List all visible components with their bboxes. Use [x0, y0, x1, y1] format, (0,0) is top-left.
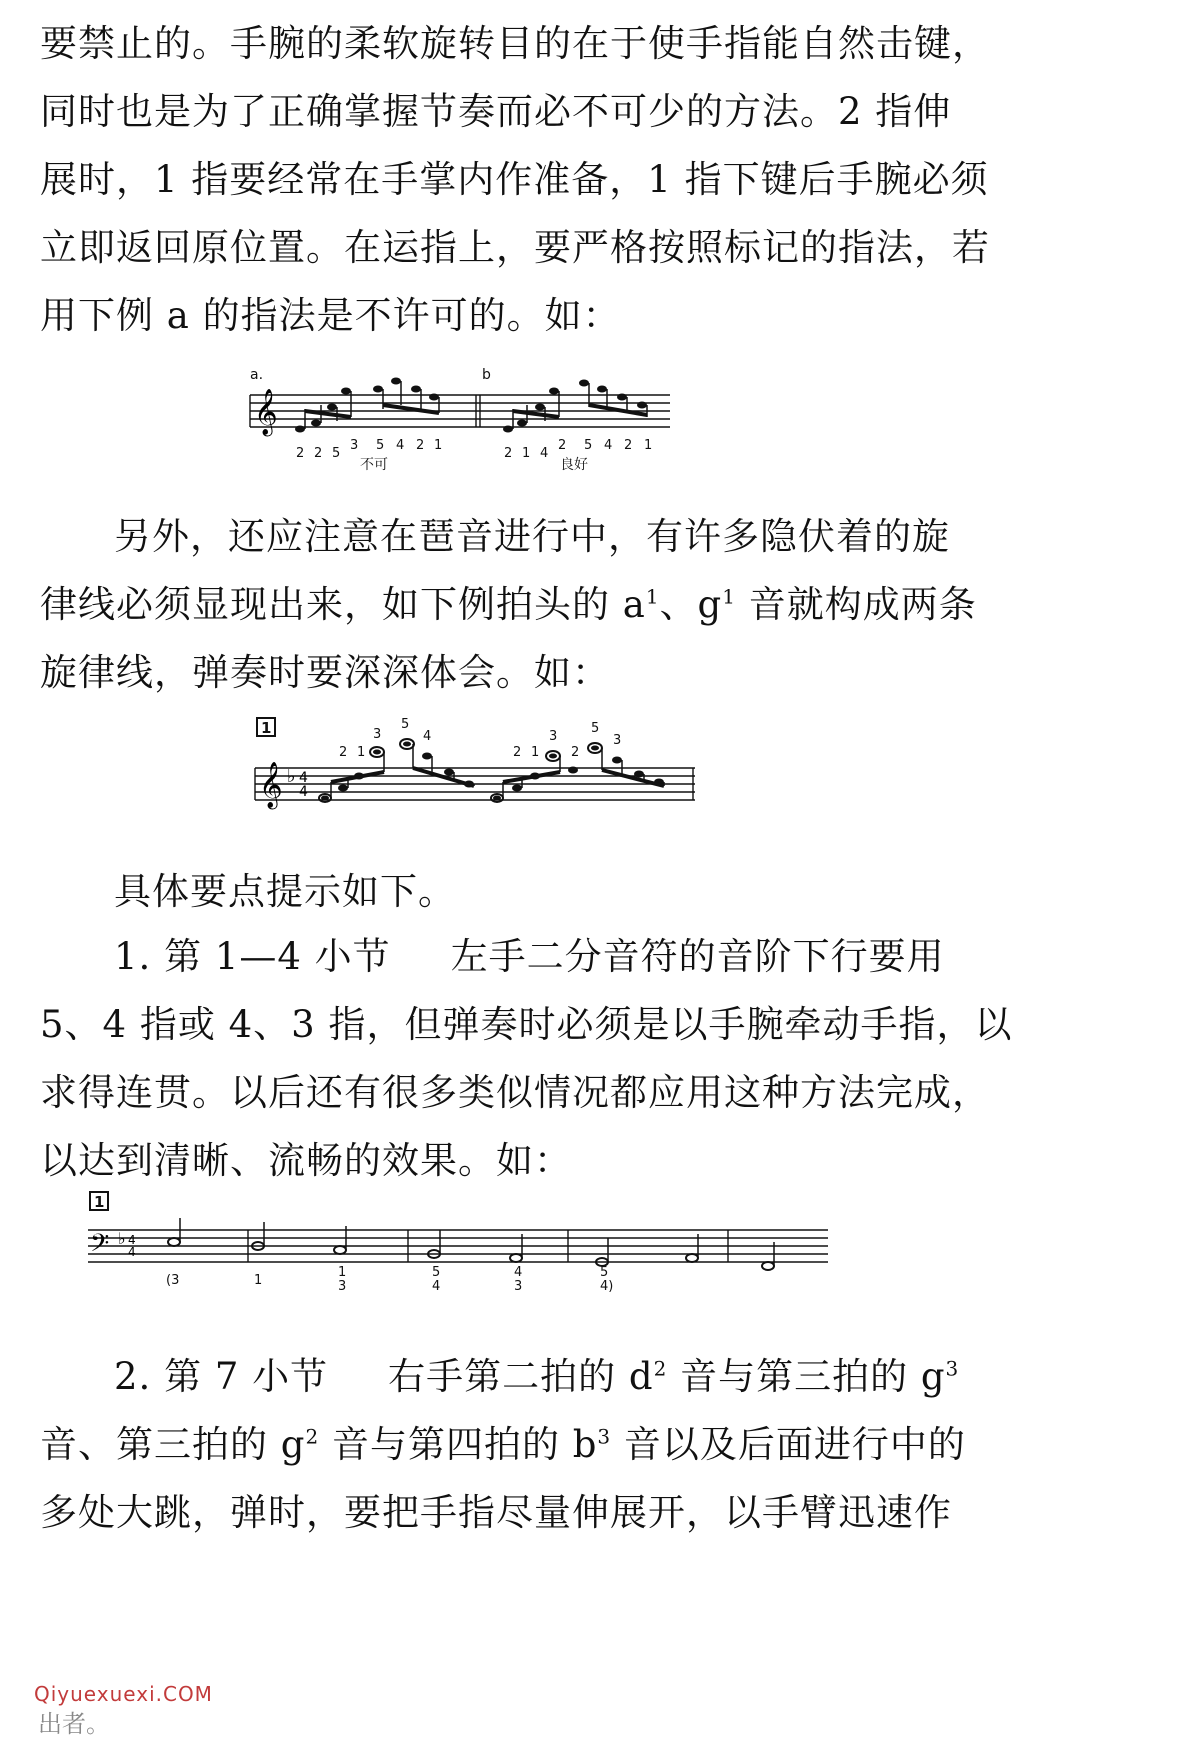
svg-text:3: 3 [613, 733, 622, 748]
music-example-3 [88, 1188, 848, 1298]
staff-example-3 [88, 1188, 848, 1298]
flat-icon: ♭ [118, 1229, 126, 1248]
label-a: a. [250, 367, 264, 383]
text-line: 音、第三拍的 $g^2$ 音与第四拍的 $b^3$ 音以及后面进行中的 [40, 1423, 966, 1466]
svg-text:2: 2 [513, 745, 522, 760]
svg-text:5: 5 [332, 446, 341, 461]
fingering [339, 717, 621, 760]
text-line: 展时，1 指要经常在手掌内作准备，1 指下键后手腕必须 [40, 158, 989, 201]
section-heading: 1. 第 1—4 小节 [114, 935, 391, 978]
staff-lines [88, 1230, 828, 1262]
svg-text:5: 5 [376, 438, 385, 453]
svg-text:2: 2 [558, 438, 567, 453]
svg-text:2: 2 [296, 446, 305, 461]
label-b: b [482, 367, 491, 383]
text-line: 另外，还应注意在琶音进行中，有许多隐伏着的旋 [114, 515, 950, 558]
text-line: 1. 第 1—4 小节 左手二分音符的音阶下行要用 [114, 935, 945, 978]
time-signature: 4 [299, 770, 308, 786]
music-example-1 [250, 365, 710, 475]
svg-text:3: 3 [350, 438, 359, 453]
text-line: 2. 第 7 小节 右手第二拍的 $d^2$ 音与第三拍的 $g^3$ [114, 1355, 960, 1398]
svg-text:4: 4 [604, 438, 613, 453]
svg-text:4: 4 [396, 438, 405, 453]
svg-text:5: 5 [432, 1265, 441, 1280]
svg-text:1: 1 [644, 438, 653, 453]
svg-text:1: 1 [531, 745, 540, 760]
svg-text:2: 2 [571, 745, 580, 760]
svg-text:5: 5 [401, 717, 410, 732]
svg-text:4: 4 [514, 1265, 523, 1280]
cut-off-text: 出者。 [38, 1710, 110, 1738]
caption-a: 不可 [360, 457, 388, 473]
svg-text:2: 2 [339, 745, 348, 760]
staff-example-2 [255, 712, 715, 822]
svg-text:3: 3 [514, 1279, 523, 1294]
text-line: 求得连贯。以后还有很多类似情况都应用这种方法完成， [40, 1071, 990, 1114]
treble-clef-icon: 𝄞 [259, 762, 283, 808]
flat-icon: ♭ [287, 766, 296, 787]
notes-a [295, 378, 439, 433]
svg-text:4: 4 [423, 729, 432, 744]
paragraph-3 [40, 858, 970, 926]
text-line: 具体要点提示如下。 [114, 870, 456, 913]
svg-text:(3: (3 [166, 1273, 180, 1288]
svg-text:4): 4) [600, 1279, 614, 1294]
staff-example-1 [250, 365, 710, 475]
svg-text:1: 1 [522, 446, 531, 461]
time-signature: 4 [128, 1233, 136, 1247]
text-line: 要禁止的。手腕的柔软旋转目的在于使手指能自然击键， [40, 22, 990, 65]
text-line: 旋律线，弹奏时要深深体会。如： [40, 651, 610, 694]
paragraph-4 [40, 923, 1013, 1195]
text-line: 5、4 指或 4、3 指，但弹奏时必须是以手腕牵动手指，以 [40, 1003, 1013, 1046]
svg-text:3: 3 [338, 1279, 347, 1294]
svg-text:4: 4 [432, 1279, 441, 1294]
svg-text:3: 3 [549, 729, 558, 744]
svg-text:3: 3 [373, 727, 382, 742]
caption-b: 良好 [560, 457, 588, 473]
text-line: 立即返回原位置。在运指上，要严格按照标记的指法，若 [40, 226, 990, 269]
site-watermark: Qiyuexuexi.COM [34, 1682, 213, 1706]
time-signature: 4 [299, 784, 308, 800]
svg-text:2: 2 [624, 438, 633, 453]
text-line: 多处大跳，弹时，要把手指尽量伸展开，以手臂迅速作 [40, 1491, 952, 1534]
section-heading: 2. 第 7 小节 [114, 1355, 329, 1398]
time-signature: 4 [128, 1245, 136, 1259]
text-line: 以达到清晰、流畅的效果。如： [40, 1139, 572, 1182]
svg-text:5: 5 [600, 1265, 609, 1280]
svg-text:1: 1 [357, 745, 366, 760]
svg-text:2: 2 [416, 438, 425, 453]
treble-clef-icon: 𝄞 [254, 389, 278, 435]
svg-text:2: 2 [314, 446, 323, 461]
music-example-2 [255, 712, 715, 822]
svg-text:1: 1 [338, 1265, 347, 1280]
text-line: 用下例 a 的指法是不许可的。如： [40, 294, 621, 337]
text-line: 律线必须显现出来，如下例拍头的 $a^1$、$g^1$ 音就构成两条 [40, 583, 977, 626]
svg-text:5: 5 [584, 438, 593, 453]
measure-number: 1 [261, 719, 272, 737]
svg-text:2: 2 [504, 446, 513, 461]
svg-text:5: 5 [591, 721, 600, 736]
bass-clef-icon: 𝄢 [90, 1229, 110, 1264]
text-line: 同时也是为了正确掌握节奏而必不可少的方法。2 指伸 [40, 90, 952, 133]
paragraph-1 [40, 10, 990, 350]
svg-text:4: 4 [540, 446, 549, 461]
fingering [166, 1265, 613, 1294]
svg-text:1: 1 [434, 438, 443, 453]
measure-number: 1 [94, 1193, 105, 1211]
svg-text:1: 1 [254, 1273, 263, 1288]
notes-b [503, 380, 647, 433]
paragraph-2 [40, 503, 977, 707]
paragraph-5 [40, 1343, 970, 1547]
